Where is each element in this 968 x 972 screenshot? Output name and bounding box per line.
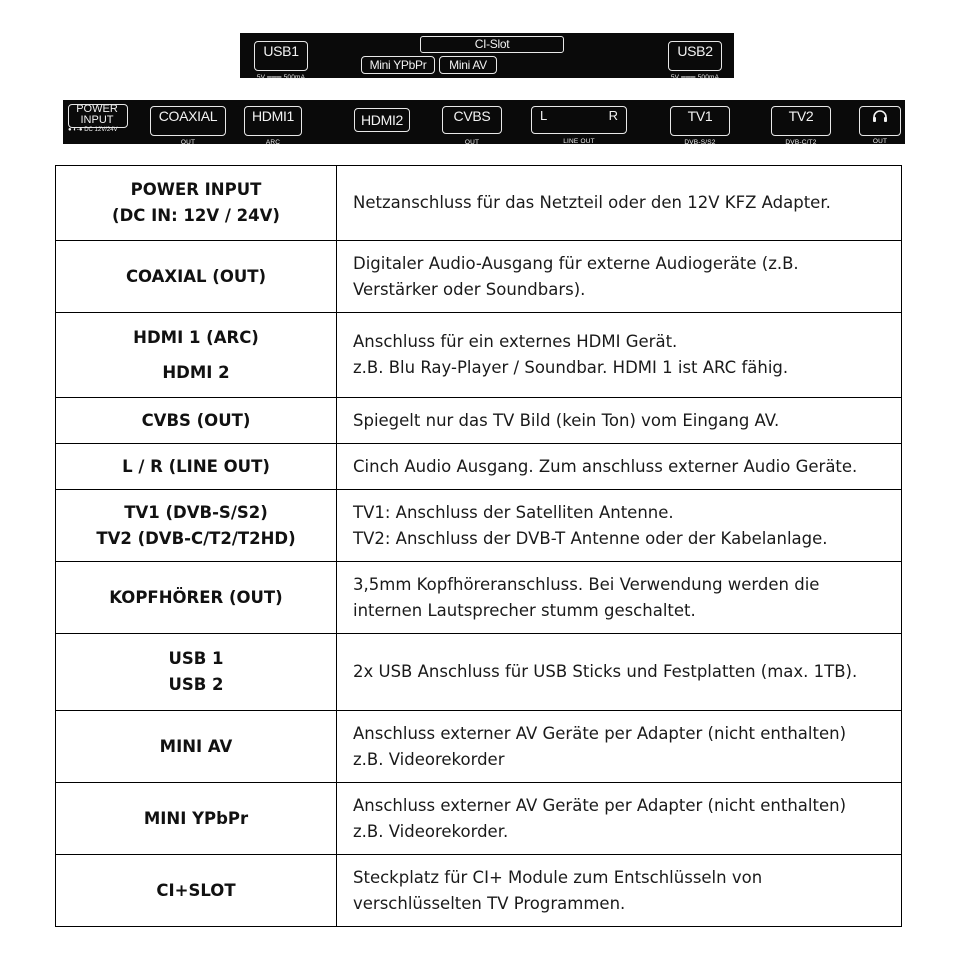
connector-description-cell	[337, 783, 902, 855]
connector-name: MINI AV	[159, 736, 233, 756]
usb1-port	[254, 41, 308, 81]
connector-description: internen Lautsprecher stumm geschaltet.	[353, 600, 696, 620]
connector-table	[55, 165, 902, 927]
cvbs-label: CVBS	[453, 108, 491, 124]
line-out-port	[531, 106, 627, 145]
connector-name: USB 2	[168, 675, 224, 694]
tv2-port	[771, 106, 831, 146]
connector-description-cell	[337, 166, 902, 241]
connector-description: Anschluss für ein externes HDMI Gerät.	[353, 332, 678, 351]
table-row	[56, 634, 902, 711]
connector-description: Netzanschluss für das Netzteil oder den 12V KFZ Adapter.	[353, 193, 831, 212]
connector-name: USB 1	[168, 649, 224, 668]
connector-name-cell	[56, 855, 337, 927]
ci-slot-label: CI-Slot	[474, 37, 510, 51]
connector-name-cell	[56, 490, 337, 562]
table-row	[56, 783, 902, 855]
connector-description: 3,5mm Kopfhöreranschluss. Bei Verwendung werden die	[353, 574, 820, 594]
connector-description: Anschluss externer AV Geräte per Adapter (nicht enthalten)	[353, 795, 847, 815]
connector-name: (DC IN: 12V / 24V)	[112, 206, 280, 225]
mini-av-label: Mini AV	[449, 58, 487, 72]
connector-name: CI+SLOT	[156, 880, 236, 900]
headphone-sub: OUT	[872, 138, 888, 145]
connector-description-cell	[337, 398, 902, 444]
table-row	[56, 711, 902, 783]
connector-name: L / R (LINE OUT)	[122, 456, 270, 476]
usb2-port	[668, 41, 722, 81]
mini-av-port	[439, 56, 497, 74]
connector-name: TV2 (DVB-C/T2/T2HD)	[96, 528, 296, 548]
connector-name-cell	[56, 783, 337, 855]
connector-name: CVBS (OUT)	[141, 410, 251, 430]
connector-description: verschlüsselten TV Programmen.	[353, 893, 626, 913]
table-row	[56, 562, 902, 634]
table-row	[56, 398, 902, 444]
tv2-label: TV2	[788, 108, 814, 124]
tv1-port	[670, 106, 730, 146]
cvbs-port	[442, 106, 502, 146]
tv1-sub: DVB-S/S2	[684, 139, 716, 146]
connector-name: TV1 (DVB-S/S2)	[124, 502, 268, 522]
coaxial-port	[150, 106, 226, 146]
connector-name: KOPFHÖRER (OUT)	[109, 587, 283, 607]
line-out-left-label: L	[540, 108, 548, 123]
tv1-label: TV1	[687, 108, 713, 124]
table-row	[56, 490, 902, 562]
connector-description-cell	[337, 490, 902, 562]
coaxial-label: COAXIAL	[158, 108, 218, 124]
table-row	[56, 313, 902, 398]
mini-ypbpr-label: Mini YPbPr	[369, 58, 427, 72]
connector-name: HDMI 1 (ARC)	[133, 327, 259, 347]
connector-description-cell	[337, 313, 902, 398]
bottom-connector-panel	[63, 100, 905, 144]
connector-description-cell	[337, 562, 902, 634]
connector-name: COAXIAL (OUT)	[125, 266, 267, 286]
connector-description: z.B. Videorekorder.	[353, 821, 509, 841]
connector-description-cell	[337, 711, 902, 783]
table-row	[56, 241, 902, 313]
usb2-spec: 5V ═══ 500mA	[670, 74, 720, 81]
connector-description-cell	[337, 855, 902, 927]
connector-description: TV2: Anschluss der DVB-T Antenne oder der Kabelanlage.	[353, 528, 828, 548]
line-out-right-label: R	[608, 108, 618, 123]
connector-name-cell	[56, 166, 337, 241]
hdmi1-label: HDMI1	[251, 108, 295, 124]
connector-description: Cinch Audio Ausgang. Zum anschluss externer Audio Geräte.	[353, 456, 858, 476]
connector-name-cell	[56, 313, 337, 398]
connector-name-cell	[56, 711, 337, 783]
coaxial-sub: OUT	[180, 139, 196, 146]
connector-name: HDMI 2	[162, 362, 230, 382]
connector-name-cell	[56, 444, 337, 490]
hdmi2-label: HDMI2	[360, 112, 404, 128]
connector-description-cell	[337, 241, 902, 313]
connector-description: Spiegelt nur das TV Bild (kein Ton) vom Eingang AV.	[353, 410, 780, 430]
connector-name: MINI YPbPr	[143, 808, 249, 828]
connector-name: POWER INPUT	[130, 180, 262, 199]
top-connector-panel	[240, 33, 734, 81]
connector-name-cell	[56, 634, 337, 711]
cvbs-sub: OUT	[464, 139, 480, 146]
hdmi1-sub: ARC	[265, 139, 281, 146]
headphones-icon	[872, 110, 888, 122]
usb1-label: USB1	[263, 43, 299, 59]
connector-description: Verstärker oder Soundbars).	[353, 279, 586, 299]
connector-description: TV1: Anschluss der Satelliten Antenne.	[353, 502, 674, 522]
usb2-label: USB2	[677, 43, 713, 59]
connector-table-body	[56, 166, 902, 927]
power-input-port	[68, 104, 140, 140]
connector-description: 2x USB Anschluss für USB Sticks und Festplatten (max. 1TB).	[353, 662, 858, 681]
connector-description: Digitaler Audio-Ausgang für externe Audiogeräte (z.B.	[353, 253, 799, 273]
hdmi2-port	[354, 108, 410, 132]
connector-name-cell	[56, 562, 337, 634]
connector-name-cell	[56, 398, 337, 444]
connector-description: z.B. Blu Ray-Player / Soundbar. HDMI 1 ist ARC fähig.	[353, 358, 789, 377]
power-label-line1: POWER	[76, 103, 118, 115]
mini-ypbpr-port	[361, 56, 435, 74]
connector-description: Steckplatz für CI+ Module zum Entschlüsseln von	[353, 867, 763, 887]
line-out-sub: LINE OUT	[563, 138, 595, 145]
connector-description: Anschluss externer AV Geräte per Adapter (nicht enthalten)	[353, 723, 847, 743]
connector-name-cell	[56, 241, 337, 313]
table-row	[56, 855, 902, 927]
connector-description-cell	[337, 634, 902, 711]
headphone-port	[859, 106, 901, 145]
tv2-sub: DVB-C/T2	[785, 139, 817, 146]
power-label-line2: INPUT	[80, 114, 114, 126]
usb1-spec: 5V ═══ 500mA	[256, 74, 306, 81]
table-row	[56, 444, 902, 490]
table-row	[56, 166, 902, 241]
ci-slot-port	[420, 36, 564, 53]
connector-description-cell	[337, 444, 902, 490]
hdmi1-port	[244, 106, 302, 146]
connector-description: z.B. Videorekorder	[353, 749, 505, 769]
power-spec: ● ◐-● DC 12V/24V	[68, 127, 118, 133]
